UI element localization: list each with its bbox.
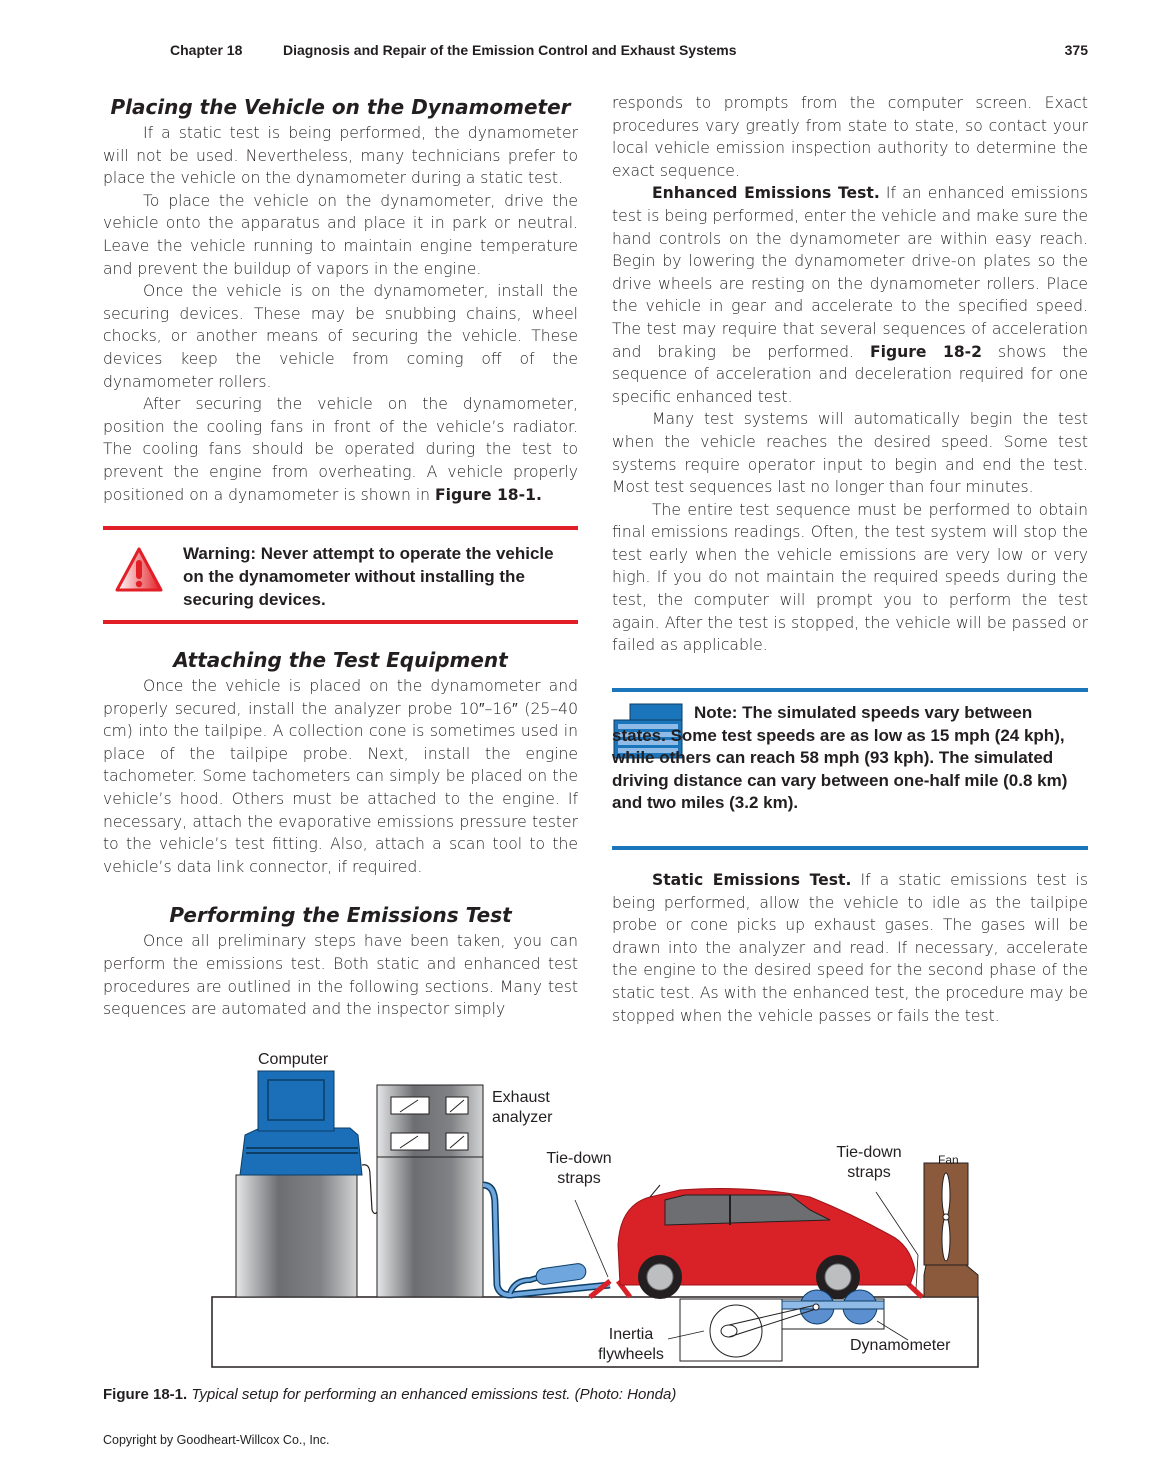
- paragraph: Many test systems will automatically begin the test when the vehicle reaches the desired speed. Some test systems require operator input to begin and end the test. Most test sequences last no longer than four minutes.: [612, 410, 1088, 497]
- note-text: [612, 702, 1088, 815]
- paragraph: If a static test is being performed, the dynamometer will not be used. Nevertheless, many technicians prefer to place the vehicle on the dynamometer during a static test.: [103, 124, 578, 188]
- label-line: Inertia: [608, 1326, 654, 1343]
- figure-caption-text: Typical setup for performing an enhanced emissions test. (Photo: Honda): [187, 1386, 677, 1403]
- note-text-content: Note: The simulated speeds vary between states. Some test speeds are as low as 15 mph (24 kph), while others can reach 58 mph (93 kph). The simulated driving distance can vary between one-half mile (0.8 km) and two miles (3.2 km).: [612, 703, 1068, 813]
- paragraph-text: If a static emissions test is being performed, allow the vehicle to idle as the tailpipe probe or cone picks up exhaust gases. The gases will be drawn into the analyzer and read. If necessary, accelerate the engine to the desired speed for the second phase of the static test. As with the enhanced test, the procedure may be stopped when the vehicle passes or fails the test.: [612, 871, 1088, 1025]
- paragraph: Once all preliminary steps have been taken, you can perform the emissions test. Both static and enhanced test procedures are outlined in the following sections. Many test sequences are automated and the inspector simply: [103, 932, 578, 1019]
- page-number: 375: [1064, 42, 1088, 58]
- figure-18-1: [210, 1045, 980, 1370]
- paragraph: [103, 393, 578, 506]
- copyright-footer: Copyright by Goodheart-Willcox Co., Inc.: [103, 1433, 330, 1447]
- figure-caption: [103, 1386, 676, 1403]
- paragraph: To place the vehicle on the dynamometer, drive the vehicle onto the apparatus and place it in park or neutral. Leave the vehicle running to maintain engine temperature and prevent the buildup of vapors in the engine.: [103, 191, 578, 278]
- warning-triangle-icon: [115, 546, 163, 594]
- paragraph-text: After securing the vehicle on the dynamometer, position the cooling fans in front of the vehicle’s radiator. The cooling fans should be operated during the test to prevent the engine from overheating. A vehicle properly positioned on a dynamometer is shown in: [103, 395, 578, 504]
- section-heading-placing-vehicle: Placing the Vehicle on the Dynamometer: [110, 95, 571, 119]
- note-box: [612, 688, 1088, 850]
- label-line: flywheels: [598, 1346, 664, 1363]
- label-line: Tie-down: [546, 1150, 612, 1167]
- paragraph-text: If an enhanced emissions test is being performed, enter the vehicle and make sure the hand controls on the dynamometer are within easy reach. Begin by lowering the dynamometer drive-on plates so the drive wheels are resting on the dynamometer rollers. Place the vehicle in gear and accelerate to the specified speed. The test may require that several sequences of acceleration and braking be performed.: [612, 184, 1089, 361]
- label-line: straps: [847, 1164, 891, 1181]
- car-illustration: [618, 1185, 915, 1299]
- right-column-lower: [612, 869, 1088, 1027]
- section-heading-performing-test: Performing the Emissions Test: [169, 903, 512, 928]
- label-dynamometer: Dynamometer: [850, 1337, 951, 1354]
- chapter-title: Diagnosis and Repair of the Emission Control and Exhaust Systems: [283, 42, 737, 58]
- label-inertia-flywheels: [598, 1325, 664, 1365]
- chapter-number: Chapter 18: [170, 42, 243, 58]
- label-computer: Computer: [258, 1051, 329, 1068]
- label-exhaust-analyzer: [492, 1088, 552, 1128]
- label-line: straps: [557, 1170, 601, 1187]
- warning-box: [103, 526, 578, 624]
- left-column-lower: [103, 645, 578, 1021]
- label-line: Exhaust: [492, 1089, 550, 1106]
- figure-reference-link[interactable]: Figure 18-2: [869, 342, 982, 361]
- right-column: [612, 92, 1088, 657]
- section-heading-attaching-equipment: Attaching the Test Equipment: [173, 648, 508, 672]
- paragraph: Once the vehicle is placed on the dynamometer and properly secured, install the analyzer probe 10″–16″ (25–40 cm) into the tailpipe. A collection cone is sometimes used in place of the tailpipe probe. Next, install the engine tachometer. Some tachometers can simply be placed on the vehicle’s hood. Others must be attached to the engine. If necessary, attach the evaporative emissions pressure tester to the vehicle’s test fitting. Also, attach a scan tool to the vehicle’s data link connector, if required.: [103, 677, 578, 876]
- label-tie-down-straps-right: [830, 1143, 908, 1183]
- paragraph: The entire test sequence must be performed to obtain final emissions readings. Often, the test system will stop the test early when the vehicle emissions are very low or very high. If you do not maintain the required speeds during the test, the computer will prompt you to perform the test again. After the test is stopped, the vehicle will be passed or failed as applicable.: [612, 500, 1088, 655]
- dynamometer-setup-illustration: [210, 1045, 980, 1370]
- label-fan: Fan: [938, 1153, 959, 1167]
- label-tie-down-straps-left: [540, 1149, 618, 1189]
- paragraph-text: shows the sequence of acceleration and deceleration required for one specific enhanced test.: [612, 342, 1088, 406]
- warning-text: Warning: Never attempt to operate the vehicle on the dynamometer without installing the securing devices.: [183, 544, 554, 609]
- paragraph-enhanced-test: [612, 182, 1088, 408]
- label-line: Tie-down: [836, 1144, 902, 1161]
- run-in-heading: Static Emissions Test.: [652, 871, 852, 889]
- figure-caption-label: Figure 18-1.: [103, 1386, 188, 1403]
- figure-reference-link[interactable]: Figure 18-1.: [435, 485, 542, 504]
- paragraph-static-test: [612, 869, 1088, 1027]
- run-in-heading: Enhanced Emissions Test.: [652, 184, 880, 203]
- paragraph: responds to prompts from the computer screen. Exact procedures vary greatly from state to state, so contact your local vehicle emission inspection authority to determine the exact sequence.: [612, 94, 1088, 180]
- label-line: analyzer: [492, 1109, 553, 1126]
- left-column: [103, 92, 578, 506]
- paragraph: Once the vehicle is on the dynamometer, install the securing devices. These may be snubbing chains, wheel chocks, or another means of securing the vehicle. These devices keep the vehicle from coming off of the dynamometer rollers.: [103, 282, 578, 391]
